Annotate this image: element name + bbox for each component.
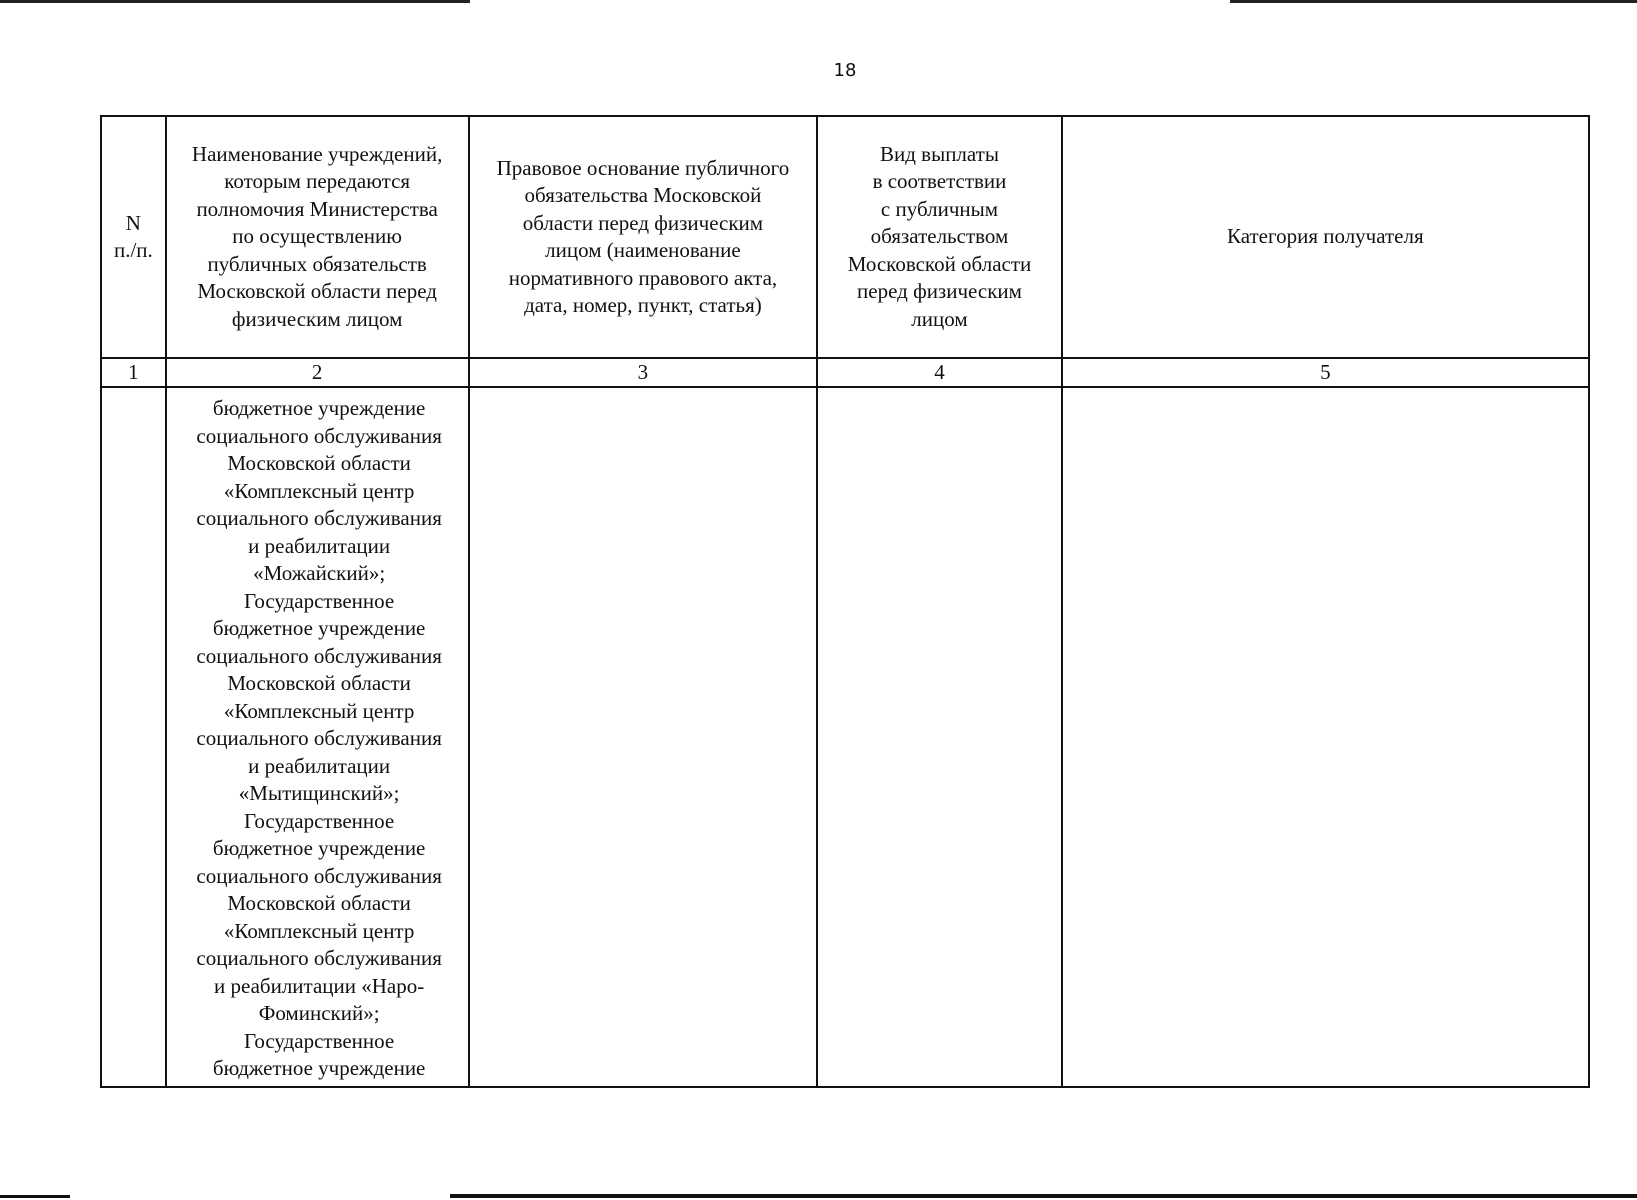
payments-table — [100, 115, 1590, 1088]
header-recipient-category: Категория получателя — [1062, 116, 1589, 358]
header-payment-type: Вид выплаты в соответствии с публичным обязательством Московской области перед физическим лицом — [817, 116, 1061, 358]
header-legal-basis: Правовое основание публичного обязательства Московской области перед физическим лицом (наименование нормативного правового акта, дата, номер, пункт, статья) — [469, 116, 818, 358]
column-number: 1 — [101, 358, 166, 387]
column-number: 4 — [817, 358, 1061, 387]
column-number: 2 — [166, 358, 469, 387]
scan-edge-top-right — [1230, 0, 1637, 3]
column-number-row — [101, 358, 1589, 387]
cell-legal-basis — [469, 387, 818, 1087]
scan-edge-bottom — [450, 1194, 1637, 1198]
page-number: 18 — [833, 60, 857, 81]
header-number: N п./п. — [101, 116, 166, 358]
column-number: 5 — [1062, 358, 1589, 387]
table-header-row — [101, 116, 1589, 358]
column-number: 3 — [469, 358, 818, 387]
table-row — [101, 387, 1589, 1087]
cell-number — [101, 387, 166, 1087]
cell-payment-type — [817, 387, 1061, 1087]
header-institution-name: Наименование учреждений, которым передаются полномочия Министерства по осуществлению публичных обязательств Московской области перед физическим лицом — [166, 116, 469, 358]
cell-institution-name: бюджетное учреждение социального обслуживания Московской области «Комплексный центр социального обслуживания и реабилитации «Можайский»; Государственное бюджетное учреждение социального обслуживания Московской области «Комплексный центр социального обслуживания и реабилитации «Мытищинский»; Государственное бюджетное учреждение социального обслуживания Московской области «Комплексный центр социального обслуживания и реабилитации «Наро- Фоминский»; Государственное бюджетное учреждение — [166, 387, 469, 1087]
scan-edge-bottom-left — [0, 1195, 70, 1198]
cell-recipient-category — [1062, 387, 1589, 1087]
scan-edge-top-left — [0, 0, 470, 3]
